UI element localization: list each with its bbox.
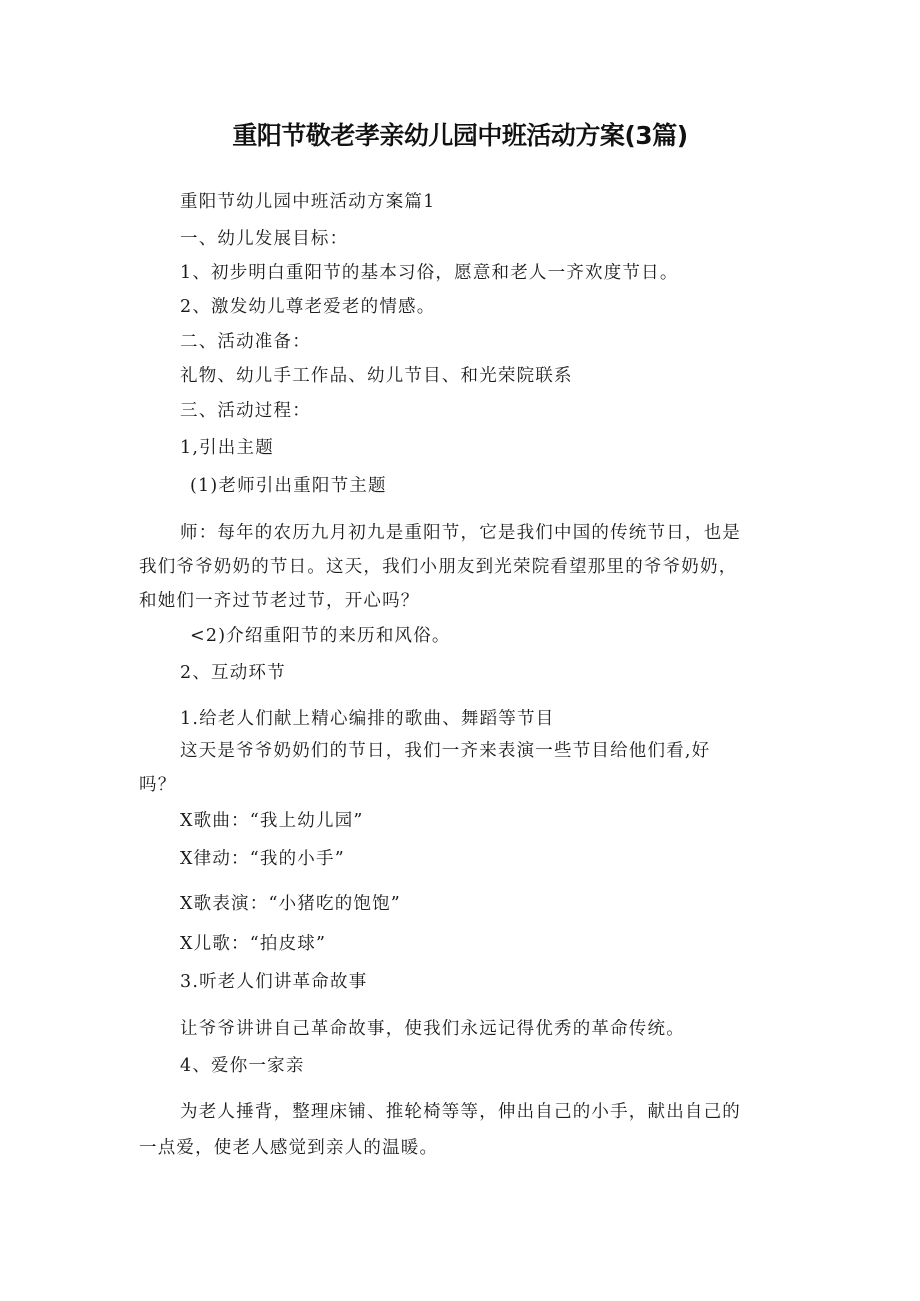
program-nursery-rhyme: X儿歌：“拍皮球” [180,934,327,954]
step-4-paragraph-line-2: 一点爱，使老人感觉到亲人的温暖。 [139,1138,439,1158]
goal-item-1: 1、初步明白重阳节的基本习俗，愿意和老人一齐欢度节日。 [180,263,679,283]
teacher-paragraph-line-3: 和她们一齐过节老过节，开心吗？ [139,591,420,611]
step-1-sub-1: (1)老师引出重阳节主题 [190,476,387,496]
teacher-paragraph-line-1: 师：每年的农历九月初九是重阳节，它是我们中国的传统节日，也是 [180,523,741,543]
section-heading-1: 重阳节幼儿园中班活动方案篇1 [180,192,436,212]
step-2-item-1: 1.给老人们献上精心编排的歌曲、舞蹈等节目 [180,709,555,729]
step-1-heading: 1,引出主题 [180,438,274,458]
step-3-paragraph: 让爷爷讲讲自己革命故事，使我们永远记得优秀的革命传统。 [180,1019,685,1039]
preparation-text: 礼物、幼儿手工作品、幼儿节目、和光荣院联系 [180,366,573,386]
step-4-paragraph-line-1: 为老人捶背，整理床铺、推轮椅等等，伸出自己的小手，献出自己的 [180,1102,741,1122]
goal-item-2: 2、激发幼儿尊老爱老的情感。 [180,297,436,317]
program-rhythm: X律动：“我的小手” [180,849,345,869]
heading-preparation: 二、活动准备： [180,332,311,352]
program-song: X歌曲：“我上幼儿园” [180,811,364,831]
teacher-paragraph-line-2: 我们爷爷奶奶的节日。这天，我们小朋友到光荣院看望那里的爷爷奶奶， [139,557,738,577]
heading-goals: 一、幼儿发展目标： [180,229,349,249]
program-song-performance: X歌表演：“小猪吃的饱饱” [180,894,401,914]
document-title: 重阳节敬老孝亲幼儿园中班活动方案(3篇) [232,121,688,150]
step-1-sub-2: <2)介绍重阳节的来历和风俗。 [190,626,451,646]
step-2-heading: 2、互动环节 [180,663,286,683]
heading-process: 三、活动过程： [180,401,311,421]
step-2-paragraph-line-2: 吗？ [139,775,177,795]
step-4-heading: 4、爱你一家亲 [180,1056,305,1076]
step-2-paragraph-line-1: 这天是爷爷奶奶们的节日，我们一齐来表演一些节目给他们看,好 [180,741,711,761]
step-3-heading: 3.听老人们讲革命故事 [180,972,368,992]
